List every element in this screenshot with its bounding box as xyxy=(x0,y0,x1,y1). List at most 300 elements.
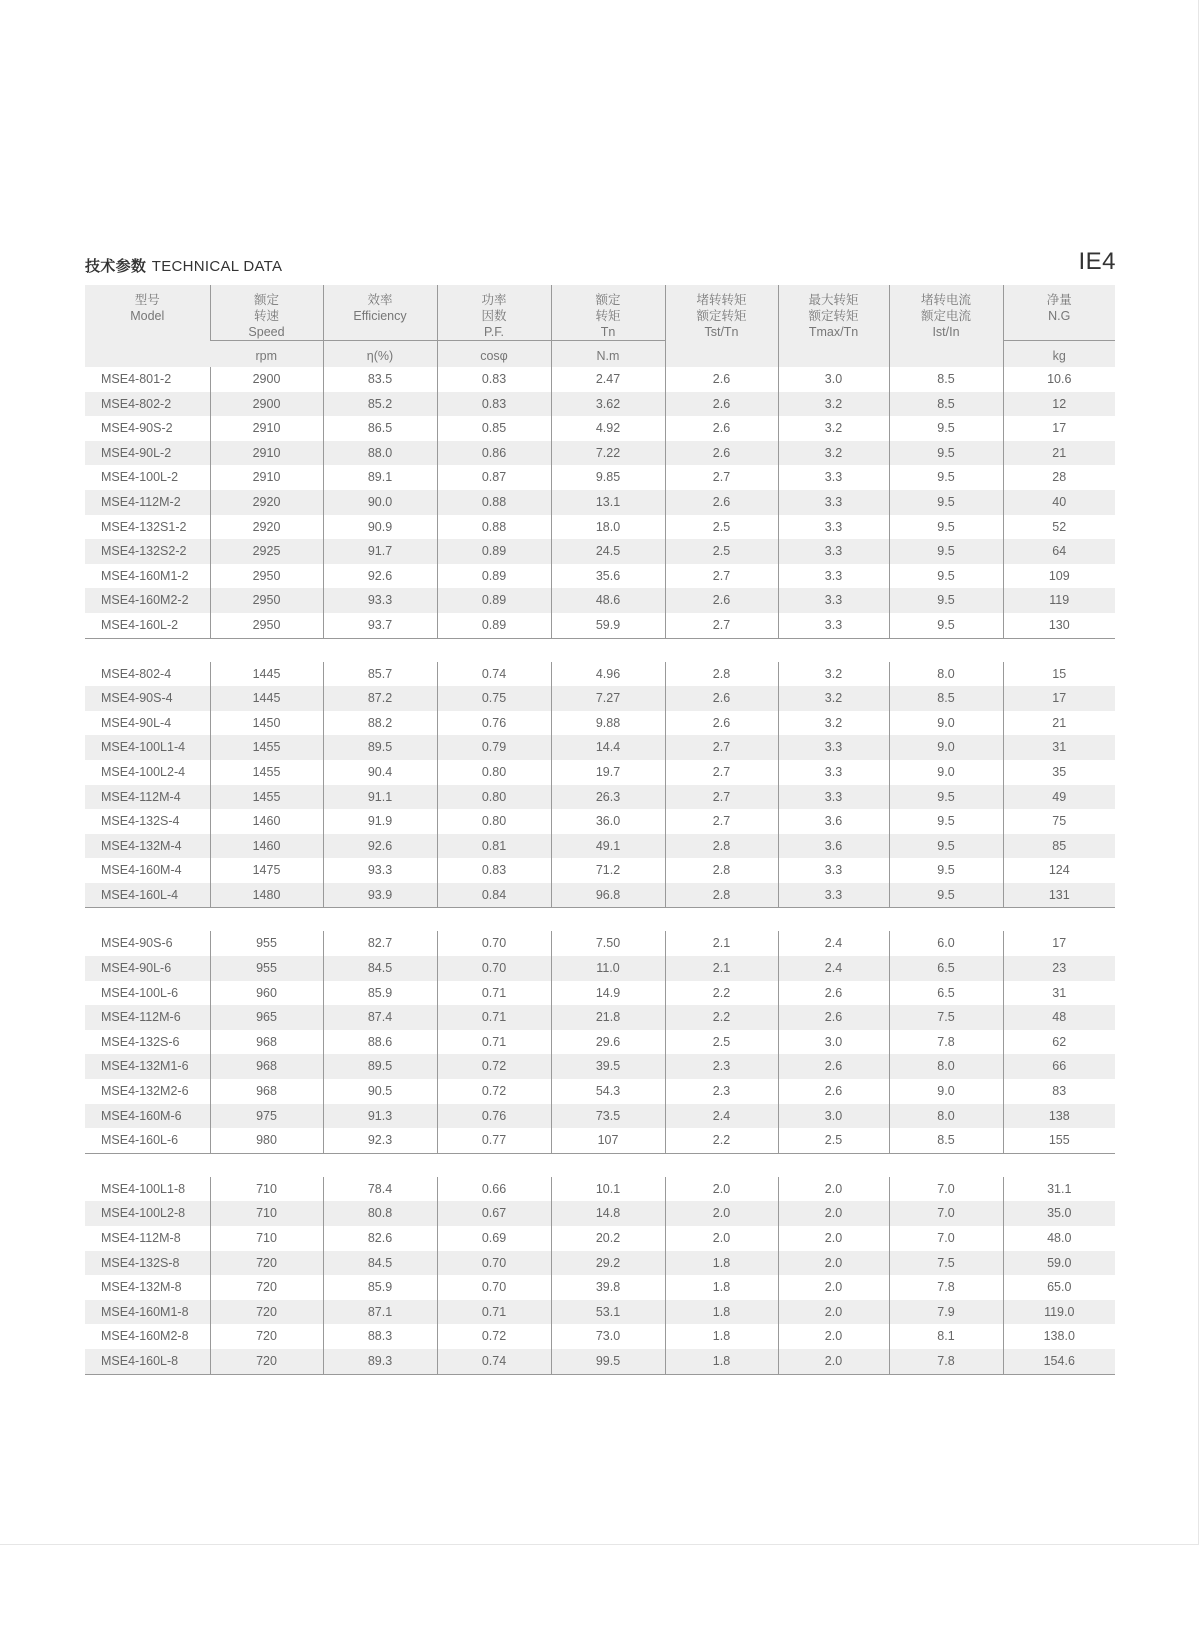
value-cell: 2.8 xyxy=(665,662,778,687)
value-cell: 2.5 xyxy=(665,1030,778,1055)
value-cell: 975 xyxy=(210,1104,323,1129)
value-cell: 0.71 xyxy=(437,981,551,1006)
model-cell: MSE4-90S-2 xyxy=(101,421,173,436)
value-cell: 9.5 xyxy=(889,809,1003,834)
value-cell: 130 xyxy=(1003,613,1115,638)
value-cell: 96.8 xyxy=(551,883,665,908)
column-header xyxy=(437,285,551,341)
value-cell: 53.1 xyxy=(551,1300,665,1325)
value-cell: 91.9 xyxy=(323,809,437,834)
group-spacer-cell xyxy=(85,1153,1115,1177)
value-cell: 2.0 xyxy=(778,1324,889,1349)
value-cell: 89.5 xyxy=(323,1054,437,1079)
value-cell: 968 xyxy=(210,1079,323,1104)
section-title-en: TECHNICAL DATA xyxy=(151,258,283,275)
value-cell: 8.0 xyxy=(889,662,1003,687)
value-cell: 6.5 xyxy=(889,981,1003,1006)
column-header-en: Model xyxy=(130,309,165,323)
value-cell: 0.72 xyxy=(437,1079,551,1104)
value-cell: 1.8 xyxy=(665,1324,778,1349)
model-cell: MSE4-90L-2 xyxy=(85,441,210,466)
value-cell: 48.0 xyxy=(1003,1226,1115,1251)
value-cell: 62 xyxy=(1003,1030,1115,1055)
model-cell: MSE4-160L-4 xyxy=(85,883,210,908)
column-header-en: Speed xyxy=(248,325,285,339)
value-cell: 13.1 xyxy=(551,490,665,515)
value-cell: 35.0 xyxy=(1003,1201,1115,1226)
table-row xyxy=(85,834,1115,859)
value-cell: 0.72 xyxy=(437,1054,551,1079)
value-cell: 0.70 xyxy=(437,956,551,981)
value-cell: 40 xyxy=(1003,490,1115,515)
value-cell: 720 xyxy=(210,1251,323,1276)
value-cell: 0.75 xyxy=(437,686,551,711)
value-cell: 31 xyxy=(1003,981,1115,1006)
section-title-cn: 技术参数 xyxy=(85,257,147,275)
value-cell: 0.76 xyxy=(437,1104,551,1129)
value-cell: 85.9 xyxy=(323,981,437,1006)
table-row xyxy=(85,711,1115,736)
value-cell: 2.6 xyxy=(665,367,778,392)
value-cell: 29.6 xyxy=(551,1030,665,1055)
value-cell: 7.27 xyxy=(551,686,665,711)
value-cell: 710 xyxy=(210,1177,323,1202)
value-cell: 3.3 xyxy=(778,735,889,760)
value-cell: 2.4 xyxy=(665,1104,778,1129)
value-cell: 2.5 xyxy=(665,515,778,540)
value-cell: 7.0 xyxy=(889,1177,1003,1202)
model-cell: MSE4-112M-2 xyxy=(85,490,210,515)
value-cell: 73.5 xyxy=(551,1104,665,1129)
value-cell: 14.9 xyxy=(551,981,665,1006)
model-cell: MSE4-132S1-2 xyxy=(101,519,187,534)
value-cell: 0.84 xyxy=(437,883,551,908)
value-cell: 2.4 xyxy=(778,931,889,956)
value-cell: 1.8 xyxy=(665,1275,778,1300)
value-cell: 968 xyxy=(210,1054,323,1079)
value-cell: 2.4 xyxy=(778,956,889,981)
value-cell: 9.0 xyxy=(889,760,1003,785)
value-cell: 0.80 xyxy=(437,785,551,810)
value-cell: 89.3 xyxy=(323,1349,437,1374)
value-cell: 9.5 xyxy=(889,834,1003,859)
value-cell: 65.0 xyxy=(1003,1275,1115,1300)
value-cell: 9.5 xyxy=(889,441,1003,466)
value-cell: 2.0 xyxy=(778,1349,889,1374)
table-row xyxy=(85,858,1115,883)
value-cell: 93.3 xyxy=(323,858,437,883)
value-cell: 720 xyxy=(210,1300,323,1325)
value-cell: 1455 xyxy=(210,760,323,785)
table-row xyxy=(85,515,1115,540)
table-row xyxy=(85,785,1115,810)
value-cell: 24.5 xyxy=(551,539,665,564)
value-cell: 2.0 xyxy=(665,1226,778,1251)
value-cell: 2.7 xyxy=(665,785,778,810)
value-cell: 9.5 xyxy=(889,613,1003,638)
value-cell: 9.5 xyxy=(889,416,1003,441)
table-row xyxy=(85,490,1115,515)
value-cell: 90.4 xyxy=(323,760,437,785)
value-cell: 8.5 xyxy=(889,686,1003,711)
model-cell: MSE4-160M1-2 xyxy=(101,568,189,583)
value-cell: 6.0 xyxy=(889,931,1003,956)
column-header-en: Tmax/Tn xyxy=(808,325,859,339)
table-row xyxy=(85,1104,1115,1129)
table-row xyxy=(85,1349,1115,1374)
value-cell: 2.0 xyxy=(778,1300,889,1325)
column-unit: cosφ xyxy=(437,341,551,368)
value-cell: 2.8 xyxy=(665,834,778,859)
model-cell: MSE4-112M-4 xyxy=(85,785,210,810)
value-cell: 2.6 xyxy=(665,588,778,613)
value-cell: 7.8 xyxy=(889,1349,1003,1374)
value-cell: 2.0 xyxy=(778,1275,889,1300)
value-cell: 0.71 xyxy=(437,1300,551,1325)
value-cell: 720 xyxy=(210,1275,323,1300)
value-cell: 91.3 xyxy=(323,1104,437,1129)
value-cell: 20.2 xyxy=(551,1226,665,1251)
model-cell: MSE4-100L-2 xyxy=(101,470,179,485)
value-cell: 710 xyxy=(210,1226,323,1251)
model-cell: MSE4-132S-4 xyxy=(101,814,180,829)
value-cell: 154.6 xyxy=(1003,1349,1115,1374)
value-cell: 23 xyxy=(1003,956,1115,981)
value-cell: 2.6 xyxy=(665,441,778,466)
column-header xyxy=(1003,285,1115,341)
value-cell: 2.1 xyxy=(665,956,778,981)
value-cell: 2.2 xyxy=(665,981,778,1006)
value-cell: 21 xyxy=(1003,711,1115,736)
value-cell: 0.89 xyxy=(437,539,551,564)
value-cell: 82.6 xyxy=(323,1226,437,1251)
model-cell: MSE4-160M2-2 xyxy=(85,588,210,613)
value-cell: 93.7 xyxy=(323,613,437,638)
value-cell: 2.7 xyxy=(665,564,778,589)
column-header-cn: 转速 xyxy=(253,309,279,323)
column-header-en: Tn xyxy=(600,325,616,339)
column-header-cn: 额定 xyxy=(253,293,279,307)
column-header-cn: 额定转矩 xyxy=(808,309,859,323)
table-row xyxy=(85,613,1115,638)
value-cell: 1455 xyxy=(210,735,323,760)
value-cell: 0.74 xyxy=(437,662,551,687)
value-cell: 39.8 xyxy=(551,1275,665,1300)
value-cell: 0.88 xyxy=(437,515,551,540)
value-cell: 8.5 xyxy=(889,367,1003,392)
column-header-en: Tst/Tn xyxy=(704,325,739,339)
value-cell: 39.5 xyxy=(551,1054,665,1079)
value-cell: 90.5 xyxy=(323,1079,437,1104)
table-row xyxy=(85,760,1115,785)
column-header-en: Ist/In xyxy=(932,325,960,339)
value-cell: 75 xyxy=(1003,809,1115,834)
model-cell: MSE4-160M-4 xyxy=(101,863,182,878)
value-cell: 8.5 xyxy=(889,1128,1003,1153)
value-cell: 35.6 xyxy=(551,564,665,589)
value-cell: 71.2 xyxy=(551,858,665,883)
value-cell: 9.5 xyxy=(889,858,1003,883)
value-cell: 3.0 xyxy=(778,367,889,392)
value-cell: 2.8 xyxy=(665,858,778,883)
value-cell: 17 xyxy=(1003,931,1115,956)
value-cell: 91.7 xyxy=(323,539,437,564)
value-cell: 960 xyxy=(210,981,323,1006)
value-cell: 83 xyxy=(1003,1079,1115,1104)
value-cell: 1445 xyxy=(210,662,323,687)
value-cell: 9.5 xyxy=(889,588,1003,613)
model-cell: MSE4-90L-4 xyxy=(101,715,172,730)
value-cell: 0.69 xyxy=(437,1226,551,1251)
value-cell: 92.6 xyxy=(323,834,437,859)
value-cell: 0.70 xyxy=(437,1275,551,1300)
table-row xyxy=(85,1201,1115,1226)
model-cell: MSE4-802-4 xyxy=(101,666,172,681)
column-header-cn: 额定转矩 xyxy=(696,309,747,323)
value-cell: 124 xyxy=(1003,858,1115,883)
value-cell: 1450 xyxy=(210,711,323,736)
value-cell: 49.1 xyxy=(551,834,665,859)
value-cell: 3.3 xyxy=(778,564,889,589)
value-cell: 0.87 xyxy=(437,465,551,490)
value-cell: 1455 xyxy=(210,785,323,810)
value-cell: 980 xyxy=(210,1128,323,1153)
value-cell: 2.5 xyxy=(778,1128,889,1153)
model-cell: MSE4-90S-4 xyxy=(85,686,210,711)
value-cell: 7.5 xyxy=(889,1251,1003,1276)
value-cell: 119 xyxy=(1003,588,1115,613)
table-row xyxy=(85,441,1115,466)
value-cell: 89.5 xyxy=(323,735,437,760)
table-row xyxy=(85,1275,1115,1300)
value-cell: 0.89 xyxy=(437,613,551,638)
value-cell: 3.6 xyxy=(778,809,889,834)
value-cell: 720 xyxy=(210,1324,323,1349)
column-unit: N.m xyxy=(551,341,665,368)
value-cell: 86.5 xyxy=(323,416,437,441)
value-cell: 0.80 xyxy=(437,809,551,834)
column-unit: rpm xyxy=(210,341,323,368)
table-row xyxy=(85,1054,1115,1079)
value-cell: 2900 xyxy=(210,392,323,417)
value-cell: 3.3 xyxy=(778,858,889,883)
table-row xyxy=(85,931,1115,956)
value-cell: 1480 xyxy=(210,883,323,908)
model-cell: MSE4-132M1-6 xyxy=(85,1054,210,1079)
value-cell: 91.1 xyxy=(323,785,437,810)
column-header xyxy=(210,285,323,341)
value-cell: 0.85 xyxy=(437,416,551,441)
value-cell: 3.2 xyxy=(778,686,889,711)
value-cell: 89.1 xyxy=(323,465,437,490)
model-cell: MSE4-801-2 xyxy=(101,372,172,386)
model-cell: MSE4-112M-6 xyxy=(85,1005,210,1030)
value-cell: 21 xyxy=(1003,441,1115,466)
column-header-en: N.G xyxy=(1048,309,1071,323)
value-cell: 6.5 xyxy=(889,956,1003,981)
value-cell: 2.7 xyxy=(665,760,778,785)
value-cell: 3.3 xyxy=(778,490,889,515)
value-cell: 1445 xyxy=(210,686,323,711)
value-cell: 7.0 xyxy=(889,1201,1003,1226)
model-cell: MSE4-160M1-8 xyxy=(85,1300,210,1325)
value-cell: 78.4 xyxy=(323,1177,437,1202)
value-cell: 18.0 xyxy=(551,515,665,540)
value-cell: 93.9 xyxy=(323,883,437,908)
value-cell: 3.3 xyxy=(778,515,889,540)
value-cell: 83.5 xyxy=(323,367,437,392)
table-row xyxy=(85,1128,1115,1153)
value-cell: 9.5 xyxy=(889,564,1003,589)
model-cell: MSE4-132S-6 xyxy=(101,1034,180,1049)
value-cell: 8.5 xyxy=(889,392,1003,417)
value-cell: 2.6 xyxy=(778,981,889,1006)
value-cell: 2.0 xyxy=(778,1201,889,1226)
table-row xyxy=(85,465,1115,490)
value-cell: 4.92 xyxy=(551,416,665,441)
column-header xyxy=(889,285,1003,367)
value-cell: 7.9 xyxy=(889,1300,1003,1325)
column-header-cn: 转矩 xyxy=(595,309,621,323)
value-cell: 2.7 xyxy=(665,735,778,760)
value-cell: 3.2 xyxy=(778,392,889,417)
value-cell: 85.2 xyxy=(323,392,437,417)
value-cell: 87.1 xyxy=(323,1300,437,1325)
value-cell: 138.0 xyxy=(1003,1324,1115,1349)
value-cell: 8.0 xyxy=(889,1104,1003,1129)
model-cell: MSE4-132S-8 xyxy=(85,1251,210,1276)
value-cell: 9.85 xyxy=(551,465,665,490)
model-cell: MSE4-100L2-8 xyxy=(85,1201,210,1226)
table-row xyxy=(85,956,1115,981)
table-row xyxy=(85,588,1115,613)
table-row xyxy=(85,686,1115,711)
value-cell: 2.2 xyxy=(665,1005,778,1030)
value-cell: 3.3 xyxy=(778,465,889,490)
table-row xyxy=(85,1251,1115,1276)
value-cell: 1.8 xyxy=(665,1251,778,1276)
value-cell: 59.9 xyxy=(551,613,665,638)
value-cell: 2920 xyxy=(210,490,323,515)
section-title xyxy=(85,255,282,276)
column-header-cn: 功率 xyxy=(481,293,507,307)
value-cell: 3.6 xyxy=(778,834,889,859)
value-cell: 0.83 xyxy=(437,367,551,392)
table-row xyxy=(85,564,1115,589)
value-cell: 119.0 xyxy=(1003,1300,1115,1325)
value-cell: 92.6 xyxy=(323,564,437,589)
value-cell: 0.89 xyxy=(437,588,551,613)
value-cell: 3.3 xyxy=(778,588,889,613)
value-cell: 17 xyxy=(1003,416,1115,441)
value-cell: 36.0 xyxy=(551,809,665,834)
value-cell: 7.22 xyxy=(551,441,665,466)
value-cell: 2950 xyxy=(210,588,323,613)
value-cell: 2910 xyxy=(210,465,323,490)
column-header-cn: 型号 xyxy=(134,293,160,307)
value-cell: 0.88 xyxy=(437,490,551,515)
model-cell: MSE4-160L-6 xyxy=(85,1128,210,1153)
model-cell: MSE4-132M2-6 xyxy=(101,1084,189,1099)
model-cell: MSE4-160M-6 xyxy=(85,1104,210,1129)
value-cell: 0.83 xyxy=(437,392,551,417)
value-cell: 9.5 xyxy=(889,490,1003,515)
column-header-en: Efficiency xyxy=(353,309,407,323)
value-cell: 88.3 xyxy=(323,1324,437,1349)
value-cell: 0.89 xyxy=(437,564,551,589)
value-cell: 2.6 xyxy=(778,1054,889,1079)
value-cell: 54.3 xyxy=(551,1079,665,1104)
value-cell: 73.0 xyxy=(551,1324,665,1349)
value-cell: 3.3 xyxy=(778,613,889,638)
table-row xyxy=(85,1300,1115,1325)
group-spacer xyxy=(85,908,1115,932)
value-cell: 955 xyxy=(210,956,323,981)
value-cell: 17 xyxy=(1003,686,1115,711)
column-header-en: P.F. xyxy=(484,325,504,339)
column-header xyxy=(665,285,778,367)
model-cell: MSE4-160L-8 xyxy=(85,1349,210,1374)
value-cell: 7.5 xyxy=(889,1005,1003,1030)
value-cell: 3.62 xyxy=(551,392,665,417)
value-cell: 11.0 xyxy=(551,956,665,981)
value-cell: 82.7 xyxy=(323,931,437,956)
value-cell: 2.8 xyxy=(665,883,778,908)
model-cell: MSE4-802-2 xyxy=(85,392,210,417)
value-cell: 80.8 xyxy=(323,1201,437,1226)
value-cell: 66 xyxy=(1003,1054,1115,1079)
group-spacer xyxy=(85,1153,1115,1177)
column-header xyxy=(778,285,889,367)
value-cell: 59.0 xyxy=(1003,1251,1115,1276)
value-cell: 15 xyxy=(1003,662,1115,687)
value-cell: 2.5 xyxy=(665,539,778,564)
value-cell: 9.5 xyxy=(889,465,1003,490)
value-cell: 14.4 xyxy=(551,735,665,760)
value-cell: 1.8 xyxy=(665,1300,778,1325)
table-body xyxy=(85,367,1115,1374)
model-cell: MSE4-90S-6 xyxy=(101,936,173,951)
value-cell: 2.7 xyxy=(665,809,778,834)
model-cell: MSE4-160L-2 xyxy=(85,613,210,638)
value-cell: 2.6 xyxy=(778,1005,889,1030)
value-cell: 88.0 xyxy=(323,441,437,466)
value-cell: 2.6 xyxy=(665,711,778,736)
value-cell: 31.1 xyxy=(1003,1177,1115,1202)
value-cell: 0.79 xyxy=(437,735,551,760)
column-unit: η(%) xyxy=(323,341,437,368)
value-cell: 2925 xyxy=(210,539,323,564)
value-cell: 0.70 xyxy=(437,1251,551,1276)
model-cell: MSE4-132M-8 xyxy=(101,1280,182,1295)
value-cell: 35 xyxy=(1003,760,1115,785)
value-cell: 155 xyxy=(1003,1128,1115,1153)
value-cell: 0.86 xyxy=(437,441,551,466)
value-cell: 19.7 xyxy=(551,760,665,785)
value-cell: 2.6 xyxy=(665,490,778,515)
table-row xyxy=(85,1079,1115,1104)
table-row xyxy=(85,367,1115,392)
group-spacer-cell xyxy=(85,638,1115,662)
value-cell: 2.3 xyxy=(665,1079,778,1104)
value-cell: 7.8 xyxy=(889,1275,1003,1300)
value-cell: 2.6 xyxy=(665,416,778,441)
value-cell: 7.8 xyxy=(889,1030,1003,1055)
value-cell: 14.8 xyxy=(551,1201,665,1226)
value-cell: 2.1 xyxy=(665,931,778,956)
value-cell: 9.5 xyxy=(889,785,1003,810)
value-cell: 2950 xyxy=(210,613,323,638)
